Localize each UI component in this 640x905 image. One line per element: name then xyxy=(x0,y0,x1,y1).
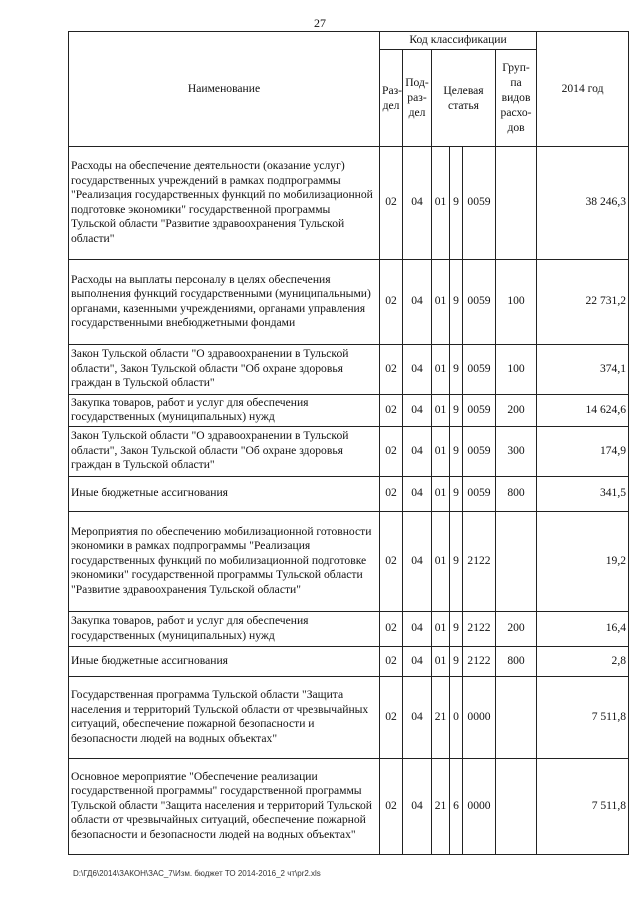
row-podrazdel: 04 xyxy=(403,394,432,426)
row-razdel: 02 xyxy=(380,511,403,611)
row-item-code: 0059 xyxy=(463,394,496,426)
budget-table xyxy=(68,31,629,855)
table-row xyxy=(69,344,629,394)
row-name: Закон Тульской области "О здравоохранении в Тульской области", Закон Тульской области "Об охране здоровья граждан в Тульской области" xyxy=(69,344,380,394)
row-name: Расходы на выплаты персоналу в целях обеспечения выполнения функций государственными (муниципальными) органами, казенными учреждениями, органами управления государственными внебюджетными фондами xyxy=(69,259,380,344)
row-razdel: 02 xyxy=(380,394,403,426)
row-subprogram-code: 9 xyxy=(450,146,463,259)
row-podrazdel: 04 xyxy=(403,476,432,511)
row-amount: 7 511,8 xyxy=(537,758,629,854)
row-subprogram-code: 9 xyxy=(450,611,463,646)
header-group: Груп-па видов расхо-дов xyxy=(496,49,537,146)
row-group-code xyxy=(496,676,537,758)
row-group-code: 800 xyxy=(496,646,537,676)
row-item-code: 0059 xyxy=(463,259,496,344)
row-podrazdel: 04 xyxy=(403,426,432,476)
row-group-code: 200 xyxy=(496,611,537,646)
table-row xyxy=(69,394,629,426)
row-item-code: 2122 xyxy=(463,646,496,676)
header-year: 2014 год xyxy=(537,32,629,147)
table-row xyxy=(69,511,629,611)
row-podrazdel: 04 xyxy=(403,646,432,676)
row-amount: 174,9 xyxy=(537,426,629,476)
row-item-code: 0000 xyxy=(463,758,496,854)
header-razdel: Раз-дел xyxy=(380,49,403,146)
row-item-code: 0000 xyxy=(463,676,496,758)
row-group-code: 300 xyxy=(496,426,537,476)
row-amount: 7 511,8 xyxy=(537,676,629,758)
row-amount: 19,2 xyxy=(537,511,629,611)
header-code-group: Код классификации xyxy=(380,32,537,50)
row-group-code: 100 xyxy=(496,344,537,394)
row-program-code: 01 xyxy=(432,646,450,676)
row-name: Иные бюджетные ассигнования xyxy=(69,476,380,511)
table-row xyxy=(69,146,629,259)
row-program-code: 01 xyxy=(432,511,450,611)
row-name: Закупка товаров, работ и услуг для обеспечения государственных (муниципальных) нужд xyxy=(69,394,380,426)
table-row xyxy=(69,758,629,854)
table-row xyxy=(69,426,629,476)
row-program-code: 01 xyxy=(432,426,450,476)
row-group-code: 100 xyxy=(496,259,537,344)
row-podrazdel: 04 xyxy=(403,259,432,344)
row-program-code: 01 xyxy=(432,146,450,259)
row-program-code: 21 xyxy=(432,758,450,854)
row-razdel: 02 xyxy=(380,758,403,854)
row-item-code: 0059 xyxy=(463,476,496,511)
header-podrazdel: Под-раз-дел xyxy=(403,49,432,146)
row-amount: 2,8 xyxy=(537,646,629,676)
row-subprogram-code: 9 xyxy=(450,511,463,611)
row-program-code: 01 xyxy=(432,259,450,344)
row-razdel: 02 xyxy=(380,611,403,646)
row-podrazdel: 04 xyxy=(403,758,432,854)
table-row xyxy=(69,611,629,646)
row-razdel: 02 xyxy=(380,146,403,259)
row-razdel: 02 xyxy=(380,259,403,344)
row-podrazdel: 04 xyxy=(403,511,432,611)
row-subprogram-code: 9 xyxy=(450,476,463,511)
row-program-code: 01 xyxy=(432,611,450,646)
row-amount: 14 624,6 xyxy=(537,394,629,426)
row-subprogram-code: 9 xyxy=(450,426,463,476)
row-amount: 341,5 xyxy=(537,476,629,511)
row-amount: 22 731,2 xyxy=(537,259,629,344)
row-razdel: 02 xyxy=(380,344,403,394)
row-program-code: 01 xyxy=(432,476,450,511)
row-program-code: 01 xyxy=(432,394,450,426)
row-item-code: 2122 xyxy=(463,511,496,611)
row-item-code: 0059 xyxy=(463,146,496,259)
row-name: Государственная программа Тульской области "Защита населения и территорий Тульской области от чрезвычайных ситуаций, обеспечение пожарной безопасности и безопасности людей на водных объектах" xyxy=(69,676,380,758)
row-group-code xyxy=(496,146,537,259)
row-subprogram-code: 9 xyxy=(450,394,463,426)
row-podrazdel: 04 xyxy=(403,146,432,259)
row-subprogram-code: 6 xyxy=(450,758,463,854)
header-target: Целевая статья xyxy=(432,49,496,146)
row-razdel: 02 xyxy=(380,476,403,511)
row-group-code: 200 xyxy=(496,394,537,426)
table-body xyxy=(69,146,629,854)
row-program-code: 21 xyxy=(432,676,450,758)
row-podrazdel: 04 xyxy=(403,676,432,758)
row-group-code xyxy=(496,758,537,854)
row-item-code: 0059 xyxy=(463,426,496,476)
header-name: Наименование xyxy=(69,32,380,147)
row-name: Мероприятия по обеспечению мобилизационной готовности экономики в рамках подпрограммы "Реализация государственных функций по мобилизационной подготовке экономики" государственной программы Тульской области "Развитие здравоохранения Тульской области" xyxy=(69,511,380,611)
row-amount: 16,4 xyxy=(537,611,629,646)
row-amount: 374,1 xyxy=(537,344,629,394)
row-subprogram-code: 9 xyxy=(450,646,463,676)
row-item-code: 2122 xyxy=(463,611,496,646)
row-razdel: 02 xyxy=(380,646,403,676)
row-subprogram-code: 0 xyxy=(450,676,463,758)
row-razdel: 02 xyxy=(380,676,403,758)
file-path-footer: D:\ГД6\2014\ЗАКОН\ЗАС_7\Изм. бюджет ТО 2014-2016_2 чт\pr2.xls xyxy=(73,869,321,878)
row-name: Расходы на обеспечение деятельности (оказание услуг) государственных учреждений в рамках подпрограммы "Реализация государственных функций по мобилизационной подготовке экономики" государственной программы Тульской области "Развитие здравоохранения Тульской области" xyxy=(69,146,380,259)
row-name: Закон Тульской области "О здравоохранении в Тульской области", Закон Тульской области "Об охране здоровья граждан в Тульской области" xyxy=(69,426,380,476)
row-razdel: 02 xyxy=(380,426,403,476)
row-name: Закупка товаров, работ и услуг для обеспечения государственных (муниципальных) нужд xyxy=(69,611,380,646)
row-name: Иные бюджетные ассигнования xyxy=(69,646,380,676)
row-group-code xyxy=(496,511,537,611)
table-row xyxy=(69,259,629,344)
page-number: 27 xyxy=(314,16,326,30)
row-amount: 38 246,3 xyxy=(537,146,629,259)
row-podrazdel: 04 xyxy=(403,611,432,646)
row-group-code: 800 xyxy=(496,476,537,511)
table-row xyxy=(69,476,629,511)
table-row xyxy=(69,646,629,676)
row-subprogram-code: 9 xyxy=(450,344,463,394)
row-program-code: 01 xyxy=(432,344,450,394)
table-row xyxy=(69,676,629,758)
row-item-code: 0059 xyxy=(463,344,496,394)
row-name: Основное мероприятие "Обеспечение реализации государственной программы" государственной программы Тульской области "Защита населения и территорий Тульской области от чрезвычайных ситуаций, обеспечение пожарной безопасности и безопасности людей на водных объектах" xyxy=(69,758,380,854)
row-podrazdel: 04 xyxy=(403,344,432,394)
row-subprogram-code: 9 xyxy=(450,259,463,344)
